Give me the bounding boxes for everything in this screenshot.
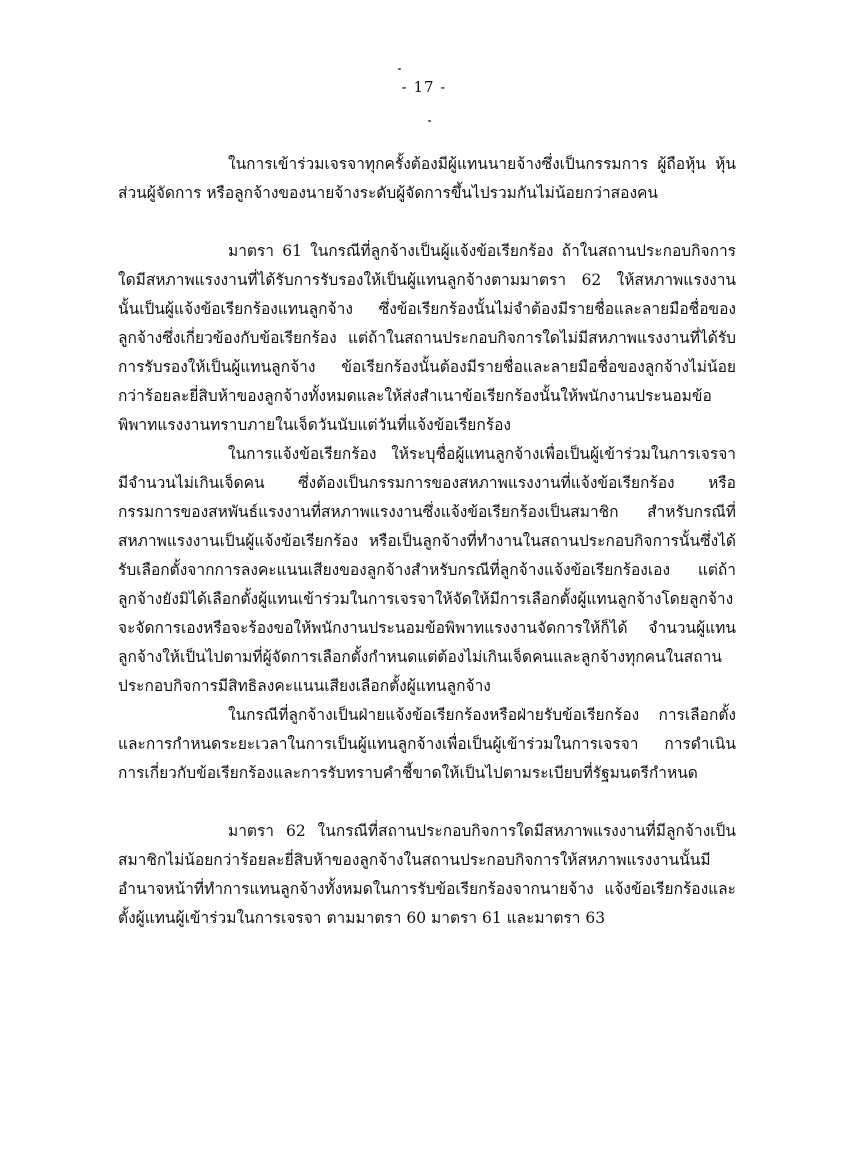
scan-speck <box>398 68 401 70</box>
paragraph-election-rules: ในกรณีที่ลูกจ้างเป็นฝ่ายแจ้งข้อเรียกร้องหรือฝ่ายรับข้อเรียกร้อง การเลือกตั้งและการกำหนดระยะเวลาในการเป็นผู้แทนลูกจ้างเพื่อเป็นผู้เข้าร่วมในการเจรจา การดำเนินการเกี่ยวกับข้อเรียกร้องและการรับทราบคำชี้ขาดให้เป็นไปตามระเบียบที่รัฐมนตรีกำหนด <box>118 706 736 782</box>
paragraph-section-61: มาตรา 61 ในกรณีที่ลูกจ้างเป็นผู้แจ้งข้อเรียกร้อง ถ้าในสถานประกอบกิจการใดมีสหภาพแรงงานที่ได้รับการรับรองให้เป็นผู้แทนลูกจ้างตามมาตรา 62 ให้สหภาพแรงงานนั้นเป็นผู้แจ้งข้อเรียกร้องแทนลูกจ้าง ซึ่งข้อเรียกร้องนั้นไม่จำต้องมีรายชื่อและลายมือชื่อของลูกจ้างซึ่งเกี่ยวข้องกับข้อเรียกร้อง แต่ถ้าในสถานประกอบกิจการใดไม่มีสหภาพแรงงานที่ได้รับการรับรองให้เป็นผู้แทนลูกจ้าง ข้อเรียกร้องนั้นต้องมีรายชื่อและลายมือชื่อของลูกจ้างไม่น้อยกว่าร้อยละยี่สิบห้าของลูกจ้างทั้งหมดและให้ส่งสำเนาข้อเรียกร้องนั้นให้พนักงานประนอมข้อพิพาทแรงงานทราบภายในเจ็ดวันนับแต่วันที่แจ้งข้อเรียกร้อง <box>118 242 736 434</box>
page-number: - 17 - <box>401 78 447 96</box>
paragraph-employer-representatives: ในการเข้าร่วมเจรจาทุกครั้งต้องมีผู้แทนนายจ้างซึ่งเป็นกรรมการ ผู้ถือหุ้น หุ้นส่วนผู้จัดการ หรือลูกจ้างของนายจ้างระดับผู้จัดการขึ้นไปรวมกันไม่น้อยกว่าสองคน <box>118 155 736 202</box>
paragraph-demand-notification: ในการแจ้งข้อเรียกร้อง ให้ระบุชื่อผู้แทนลูกจ้างเพื่อเป็นผู้เข้าร่วมในการเจรจามีจำนวนไม่เกินเจ็ดคน ซึ่งต้องเป็นกรรมการของสหภาพแรงงานที่แจ้งข้อเรียกร้อง หรือกรรมการของสหพันธ์แรงงานที่สหภาพแรงงานซึ่งแจ้งข้อเรียกร้องเป็นสมาชิก สำหรับกรณีที่สหภาพแรงงานเป็นผู้แจ้งข้อเรียกร้อง หรือเป็นลูกจ้างที่ทำงานในสถานประกอบกิจการนั้นซึ่งได้รับเลือกตั้งจากการลงคะแนนเสียงของลูกจ้างสำหรับกรณีที่ลูกจ้างแจ้งข้อเรียกร้องเอง แต่ถ้าลูกจ้างยังมิได้เลือกตั้งผู้แทนเข้าร่วมในการเจรจาให้จัดให้มีการเลือกตั้งผู้แทนลูกจ้างโดยลูกจ้างจะจัดการเองหรือจะร้องขอให้พนักงานประนอมข้อพิพาทแรงงานจัดการให้ก็ได้ จำนวนผู้แทนลูกจ้างให้เป็นไปตามที่ผู้จัดการเลือกตั้งกำหนดแต่ต้องไม่เกินเจ็ดคนและลูกจ้างทุกคนในสถานประกอบกิจการมีสิทธิลงคะแนนเสียงเลือกตั้งผู้แทนลูกจ้าง <box>118 445 736 695</box>
scan-speck <box>428 120 431 122</box>
body-text <box>118 150 736 933</box>
paragraph-section-62: มาตรา 62 ในกรณีที่สถานประกอบกิจการใดมีสหภาพแรงงานที่มีลูกจ้างเป็นสมาชิกไม่น้อยกว่าร้อยละยี่สิบห้าของลูกจ้างในสถานประกอบกิจการให้สหภาพแรงงานนั้นมีอำนาจหน้าที่ทำการแทนลูกจ้างทั้งหมดในการรับข้อเรียกร้องจากนายจ้าง แจ้งข้อเรียกร้องและตั้งผู้แทนผู้เข้าร่วมในการเจรจา ตามมาตรา 60 มาตรา 61 และมาตรา 63 <box>118 822 736 927</box>
